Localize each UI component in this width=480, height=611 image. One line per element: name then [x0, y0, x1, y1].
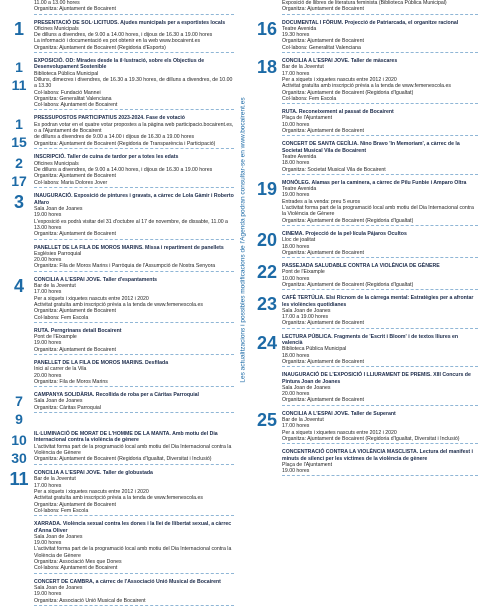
entry-line: Organitza: Ajuntament de Bocairent [282, 358, 364, 365]
entry-line: 20.00 hores [34, 257, 62, 264]
entry-line: Organitza: Ajuntament de Bocairent [282, 38, 364, 45]
entry-title: RUTA. Perngrinans detall Bocairent [34, 327, 122, 334]
entry-line: Inici al carrer de la Vila [34, 366, 87, 373]
entry-line: Per a xiquets i xiquetes nascuts entre 2012 i 2020 [34, 295, 149, 302]
entry-separator [34, 271, 234, 272]
entry-line: Bar de la Joventut [282, 64, 324, 71]
entry-line: L'activitat forma part de la programació local amb motiu del Dia Internacional contra la Violència de Gènere [282, 205, 474, 218]
entry-line: Organitza: Ajuntament de Bocairent [282, 397, 364, 404]
entry-separator [34, 464, 234, 465]
entry-content [34, 277, 234, 325]
entry-line: de dilluns a divendres de 9.00 a 14.00 i dijous de 16.30 a 19.00 hores [34, 134, 195, 141]
date-block [252, 411, 282, 429]
entry-line: L'activitat forma part de la programació local amb motiu del Dia Internacional contra la Violència de Gènere [34, 546, 232, 559]
entry-line: Es podran votar en el quatre votar propostes a la pàgina web participacio.bocairent.es, o a l'Ajuntament de Bocairent [34, 121, 234, 135]
agenda-entry [4, 20, 234, 55]
entry-line: Col·labora: Fem Escola [34, 314, 89, 321]
date-day: 22 [256, 262, 278, 283]
entry-content [34, 0, 234, 17]
agenda-entry [4, 58, 234, 112]
date-day: 16 [256, 18, 278, 39]
entry-line: 19.30 hores [282, 32, 310, 39]
entry-line: Entrades a la venda: preu 5 euros [282, 198, 361, 205]
date-block [252, 295, 282, 313]
date-day: 4 [13, 275, 24, 296]
entry-content [282, 58, 478, 106]
entry-line: Per a xiquets i xiquetes nascuts entre 2012 i 2020 [34, 489, 149, 496]
entry-line: Organitza: Fila de Moros Marins i Parròquia de l'Assumpció de Nostra Senyora [34, 263, 216, 270]
entry-line: Sala Joan de Joanes [34, 398, 83, 405]
entry-content [282, 109, 478, 138]
entry-line: Organitza: Ajuntament de Bocairent (Regidoria d'Igualtat) [282, 217, 414, 224]
entry-title: CINEMA. Projecció de la pel·lícula Pájaros Ocultos [282, 230, 407, 237]
entry-line: 18.00 hores [282, 160, 310, 167]
entry-separator [34, 148, 234, 149]
entry-separator [34, 386, 234, 387]
agenda-entry [4, 277, 234, 325]
date-block [252, 58, 282, 76]
entry-separator [282, 405, 478, 406]
entry-line: 19.00 hores [34, 212, 62, 219]
entry-line: Col·labora: Ajuntament de Bocairent [34, 102, 118, 109]
entry-separator [34, 187, 234, 188]
entry-line: Col·labora: Fundació Mannei [34, 89, 101, 96]
entry-line: Organitza: Ajuntament de Bocairent [34, 231, 116, 238]
entry-separator [34, 605, 234, 606]
entry-content [34, 579, 234, 608]
entry-title: PRESENTACIÓ DE SOL·LICITUDS. Ajudes municipals per a esportistes locals [34, 19, 226, 26]
entry-line: Col·labora: Ajuntament de Bocairent [34, 565, 118, 572]
agenda-entry [252, 334, 478, 369]
entry-content [282, 231, 478, 260]
entry-line: Sala Joan de Joanes [34, 206, 83, 213]
entry-line: Bar de la Joventut [34, 476, 76, 483]
date-block [252, 334, 282, 352]
entry-title: CAMPANYA SOLIDÀRIA. Recollida de roba per a Càritas Parroquial [34, 392, 199, 399]
entry-line: Plaça de l'Ajuntament [282, 115, 333, 122]
entry-line: Dilluns, dimecres i divendres, de 16.30 a 19.30 hores, de dilluns a divendres, de 10.00 a 13.30 [34, 76, 233, 90]
entry-line: Oficines Municipals [34, 25, 79, 32]
entry-line: 10.00 hores [282, 121, 310, 128]
entry-line: 19.00 hores [34, 540, 62, 547]
entry-title: INAUGURACIÓ DE L'EXPOSICIÓ I LLIURAMENT DE PREMIS. XIII Concurs de Pintura Joan de Joanes [282, 372, 471, 385]
entry-title: XARRADA. Violència sexual contra les dones i la llei de llibertat sexual, a càrrec d'Anna Oliver [34, 521, 232, 534]
entry-separator [34, 412, 234, 413]
entry-line: L'activitat forma part de la programació local amb motiu del Dia Internacional contra la Violència de Gènere [34, 443, 232, 457]
entry-content [282, 295, 478, 330]
date-day: 19 [256, 178, 278, 199]
date-day-end: 15 [11, 134, 27, 151]
date-day: 25 [256, 409, 278, 430]
entry-line: Organitza: Ajuntament de Bocairent [34, 308, 116, 315]
agenda-entry [4, 579, 234, 608]
entry-line: Organitza: Ajuntament de Bocairent [282, 249, 364, 256]
entry-line: 19.00 hores [34, 591, 62, 598]
entry-content [282, 180, 478, 228]
date-day: 2 [15, 155, 23, 172]
entry-title: CONCILIA A L'ESPAI JOVE. Taller de Superant [282, 410, 396, 417]
entry-line: Lloc de joalitat [282, 237, 316, 244]
entry-content [282, 141, 478, 176]
entry-line: Organitza: Ajuntament de Bocairent (Regidoria d'Igualtat, Diversitat i Inclusió) [34, 456, 212, 463]
entry-content [34, 20, 234, 55]
entry-line: Esglésies Parroquial [34, 250, 82, 257]
entry-line: Sala Joan de Joanes [282, 307, 331, 314]
entry-line: Activitat gratuïta amb inscripció prèvia a la tenda de www.femenescola.es [34, 301, 203, 308]
entry-title: CONCERT DE CAMBRA, a càrrec de l'Associació Unió Musical de Bocairent [34, 578, 221, 585]
date-block [4, 58, 34, 94]
date-block [4, 154, 34, 190]
entry-separator [282, 14, 478, 15]
entry-content [34, 193, 234, 241]
date-day-end: 17 [11, 173, 27, 190]
entry-line: Organitza: Ajuntament de Bocairent [282, 320, 364, 327]
entry-line: Teatre Avenida [282, 153, 317, 160]
agenda-entry [4, 521, 234, 575]
entry-line: Organitza: Ajuntament de Bocairent [34, 6, 116, 13]
entry-line: Organitza: Societat Musical Vila de Bocairent [282, 166, 386, 173]
agenda-entry [252, 0, 478, 17]
entry-line: 19.00 hores [34, 340, 62, 347]
entry-separator [282, 135, 478, 136]
date-day: 1 [15, 59, 23, 76]
entry-title: CONCERT DE SANTA CECÍLIA. Nino Bravo 'In Memoriam', a càrrec de la Societat Musical Vila de Bocairent [282, 141, 460, 154]
entry-line: Organitza: Ajuntament de Bocairent (Regidoria d'Igualtat) [282, 89, 414, 96]
entry-title: PRESSUPOSTOS PARTICIPATIUS 2023-2024. Fase de votació [34, 115, 185, 122]
date-block [4, 193, 34, 211]
agenda-entry [4, 154, 234, 190]
entry-separator [34, 14, 234, 15]
date-day-end: 30 [11, 450, 27, 467]
date-block [252, 20, 282, 38]
entry-separator [282, 366, 478, 367]
entry-separator [282, 443, 478, 444]
entry-line: De dilluns a divendres, de 9.00 a 14.00 hores, i dijous de 16.30 a 19.00 hores [34, 32, 213, 39]
entry-title: CONCILIA A L'ESPAI JOVE. Taller de globustada [34, 470, 153, 477]
date-day-end: 9 [15, 411, 23, 428]
date-block [4, 470, 34, 488]
entry-title: EXPOSICIÓ. OD: Mirades desde la il·lustració, sobre els Objectius de Desenvolupament Sostenible [34, 58, 205, 71]
entry-line: De dilluns a divendres, de 9.00 a 14.00 hores, i dijous de 16.30 a 19.00 hores [34, 167, 213, 174]
entry-title: DOCUMENTAL I FÒRUM. Projecció de Patriarcada, el organitze racional [282, 19, 459, 26]
entry-line: Biblioteca Pública Municipal [34, 70, 99, 77]
entry-line: Organitza: Generalitat Valenciana [34, 95, 112, 102]
entry-line: 18.00 hores [282, 352, 310, 359]
date-block [252, 263, 282, 281]
entry-line: Oficines Municipals [34, 160, 79, 167]
entry-separator [34, 239, 234, 240]
entry-title: PASSEJADA SALUDABLE CONTRA LA VIOLÈNCIA DE GÈNERE [282, 263, 440, 270]
vertical-note-text: Les actualitzacions i possibles modificacions de l'Agenda podran consultar-se en www.bocairent.es [239, 97, 247, 383]
entry-line: 20.00 hores [282, 391, 310, 398]
entry-title: INSCRIPCIÓ. Taller de cuina de tardor per a totes les edats [34, 154, 179, 161]
entry-line: Col·labora: Maria Dolores Jover [34, 179, 108, 186]
entry-line: Organitza: Ajuntament de Bocairent [34, 346, 116, 353]
entry-title: IL·LUMINACIÓ DE MORAT DE L'HOMME DE LA MANTA. Amb motiu del Dia Internacional contra la violència de gènere [34, 431, 218, 444]
entry-line: Per a xiquets i xiquetes nascuts entre 2012 i 2020 [282, 76, 397, 83]
entry-line: Col·labora: Fem Escola [34, 507, 89, 514]
agenda-entry [252, 141, 478, 176]
entry-line: 17.00 hores [282, 423, 310, 430]
entry-separator [34, 52, 234, 53]
agenda-entry [4, 245, 234, 274]
entry-content [34, 154, 234, 189]
entry-line: Organitza: Ajuntament de Bocairent [34, 501, 116, 508]
entry-title: INAUGURACIÓ. Exposició de pintures i gravats, a càrrec de Lola Gàmir i Roberto Alfaro [34, 193, 234, 206]
agenda-entry [252, 109, 478, 138]
date-block [252, 231, 282, 249]
entry-title: LECTURA PÚBLICA. Fragments de 'Escrit i Bloom' i de textos lliures en valencià [282, 333, 459, 347]
entry-separator [282, 257, 478, 258]
agenda-entry [4, 115, 234, 151]
entry-separator [34, 573, 234, 574]
entry-line: 19.00 hores [282, 468, 310, 475]
entry-line: 17.00 hores [34, 289, 62, 296]
agenda-entry [252, 411, 478, 446]
date-day: 1 [15, 116, 23, 133]
entry-separator [282, 174, 478, 175]
entry-content [34, 58, 234, 112]
entry-line: Col·labora: Fem Escola [282, 95, 337, 102]
entry-line: Activitat gratuïta amb inscripció prèvia a la tenda de www.femenescola.es [282, 83, 451, 90]
entry-line: 17.00 hores [282, 70, 310, 77]
agenda-entry [4, 392, 234, 428]
entry-title: CONCILIA A L'ESPAI JOVE. Taller d'espantaments [34, 276, 158, 283]
agenda-entry [4, 193, 234, 241]
entry-line: Organitza: Ajuntament de Bocairent (Regidoria d'Esports) [34, 44, 166, 51]
agenda-entry [252, 263, 478, 292]
entry-line: 19.00 hores [282, 192, 310, 199]
entry-line: Pont de l'Eixample [282, 269, 325, 276]
entry-line: Organitza: Associació Mes que Dones [34, 559, 122, 566]
agenda-column-left [4, 0, 234, 611]
entry-content [282, 449, 478, 478]
date-day: 18 [256, 57, 278, 78]
entry-line: Biblioteca Pública Municipal [282, 346, 347, 353]
entry-separator [34, 109, 234, 110]
entry-line: Organitza: Associació Unió Musical de Bocairent [34, 597, 146, 604]
entry-content [34, 392, 234, 415]
date-day-end: 11 [11, 77, 27, 94]
entry-content [282, 0, 478, 17]
date-day: 1 [13, 18, 24, 39]
entry-line: 18.00 hores [282, 243, 310, 250]
entry-line: Plaça de l'Ajuntament [282, 461, 333, 468]
entry-content [34, 115, 234, 150]
date-block [4, 20, 34, 38]
entry-line: Sala Joan de Joanes [34, 584, 83, 591]
entry-line: Sala Joan de Joanes [34, 533, 83, 540]
entry-title: PANELLET DE LA FILA DE MOROS MARINS. Desfilada [34, 359, 169, 366]
entry-content [34, 328, 234, 357]
date-day: 24 [256, 332, 278, 353]
entry-title: CONCILIA A L'ESPAI JOVE. Taller de màscares [282, 58, 398, 65]
entry-line: Activitat gratuïta amb inscripció prèvia a la tenda de www.femenescola.es [34, 495, 203, 502]
entry-separator [282, 289, 478, 290]
entry-line: Pont de l'Eixample [34, 334, 77, 341]
agenda-entry [4, 431, 234, 467]
entry-content [34, 245, 234, 274]
entry-line: 17.00 hores [34, 482, 62, 489]
entry-line: Organitza: Ajuntament de Bocairent (Regidoria de Transparència i Participació) [34, 140, 216, 147]
entry-line: 17.00 a 19.00 hores [282, 314, 329, 321]
entry-title: CONCENTRACIÓ CONTRA LA VIOLÈNCIA MASCLISTA. Lectura del manifest i minuts de silenci per les víctimes de la violència de gènere [282, 449, 473, 462]
date-block [252, 180, 282, 198]
entry-line: Exposició de llibres de literatura feminista (Biblioteca Pública Municipal) [282, 0, 447, 6]
entry-content [282, 372, 478, 407]
date-day: 7 [15, 393, 23, 410]
entry-content [282, 263, 478, 292]
date-day: 23 [256, 294, 278, 315]
entry-line: Per a xiquets i xiquetes nascuts entre 2012 i 2020 [282, 429, 397, 436]
agenda-column-right [252, 0, 478, 481]
date-block [4, 392, 34, 428]
entry-title: CAFÈ TERTÚLIA. Elsi Ricnom de la càrrega mental: Estratègies per a afrontar les violències quotidianes [282, 295, 474, 308]
entry-line: Sala Joan de Joanes [282, 384, 331, 391]
agenda-entry [4, 328, 234, 357]
entry-content [34, 470, 234, 518]
date-day: 3 [13, 192, 24, 213]
entry-content [282, 20, 478, 55]
agenda-entry [252, 58, 478, 106]
entry-title: PANELLET DE LA FILA DE MOROS MARINS. Missa i repartiment de panellets [34, 244, 224, 251]
date-block [4, 115, 34, 151]
entry-line: Organitza: Ajuntament de Bocairent [34, 173, 116, 180]
agenda-entry [252, 180, 478, 228]
entry-content [34, 521, 234, 575]
entry-content [34, 431, 234, 466]
entry-line: L'exposició es podrà visitar del 31 d'octubre al 17 de novembre, de dissabte, 11.00 a 13.00 hores [34, 218, 228, 231]
agenda-entry [252, 20, 478, 55]
entry-line: 11.00 a 13.00 hores [34, 0, 80, 6]
vertical-note [236, 0, 250, 480]
entry-content [34, 360, 234, 389]
entry-separator [282, 475, 478, 476]
entry-separator [282, 225, 478, 226]
entry-line: Teatre Avenida [282, 186, 317, 193]
date-day: 20 [256, 229, 278, 250]
entry-line: Teatre Avenida [282, 25, 317, 32]
entry-content [282, 334, 478, 369]
agenda-entry [4, 0, 234, 17]
entry-line: Bar de la Joventut [34, 283, 76, 290]
entry-line: Organitza: Ajuntament de Bocairent (Regidoria d'Igualtat) [282, 281, 414, 288]
agenda-entry [252, 295, 478, 330]
agenda-entry [252, 449, 478, 478]
entry-separator [282, 52, 478, 53]
entry-line: 20.00 hores [34, 372, 62, 379]
entry-line: 10.00 hores [282, 275, 310, 282]
agenda-entry [252, 231, 478, 260]
entry-line: Organitza: Fila de Moros Marins [34, 378, 108, 385]
entry-separator [34, 354, 234, 355]
date-block [4, 431, 34, 467]
entry-separator [34, 322, 234, 323]
entry-line: Organitza: Ajuntament de Bocairent (Regidoria d'Igualtat, Diversitat i Inclusió) [282, 435, 460, 442]
entry-content [282, 411, 478, 446]
entry-title: MONÒLEG. Alamas per la caminera, a càrrec de Pilu Funbie i Amparo Oltra [282, 179, 467, 186]
entry-line: Organitza: Càritas Parroquial [34, 404, 101, 411]
agenda-entry [4, 470, 234, 518]
date-day: 10 [11, 432, 27, 449]
date-day: 11 [9, 469, 29, 490]
agenda-entry [252, 372, 478, 407]
entry-line: Organitza: Ajuntament de Bocairent [282, 128, 364, 135]
entry-separator [282, 328, 478, 329]
date-block [4, 277, 34, 295]
entry-line: Organitza: Ajuntament de Bocairent [282, 6, 364, 13]
agenda-entry [4, 360, 234, 389]
entry-separator [282, 103, 478, 104]
entry-line: Col·labora: Generalitat Valenciana [282, 44, 361, 51]
entry-line: La informació i documentació es pot obtenir en la web www.bocairent.es [34, 38, 201, 45]
entry-separator [34, 515, 234, 516]
entry-line: Bar de la Joventut [282, 417, 324, 424]
entry-title: RUTA. Reconeixement al passat de Bocairent [282, 109, 394, 116]
